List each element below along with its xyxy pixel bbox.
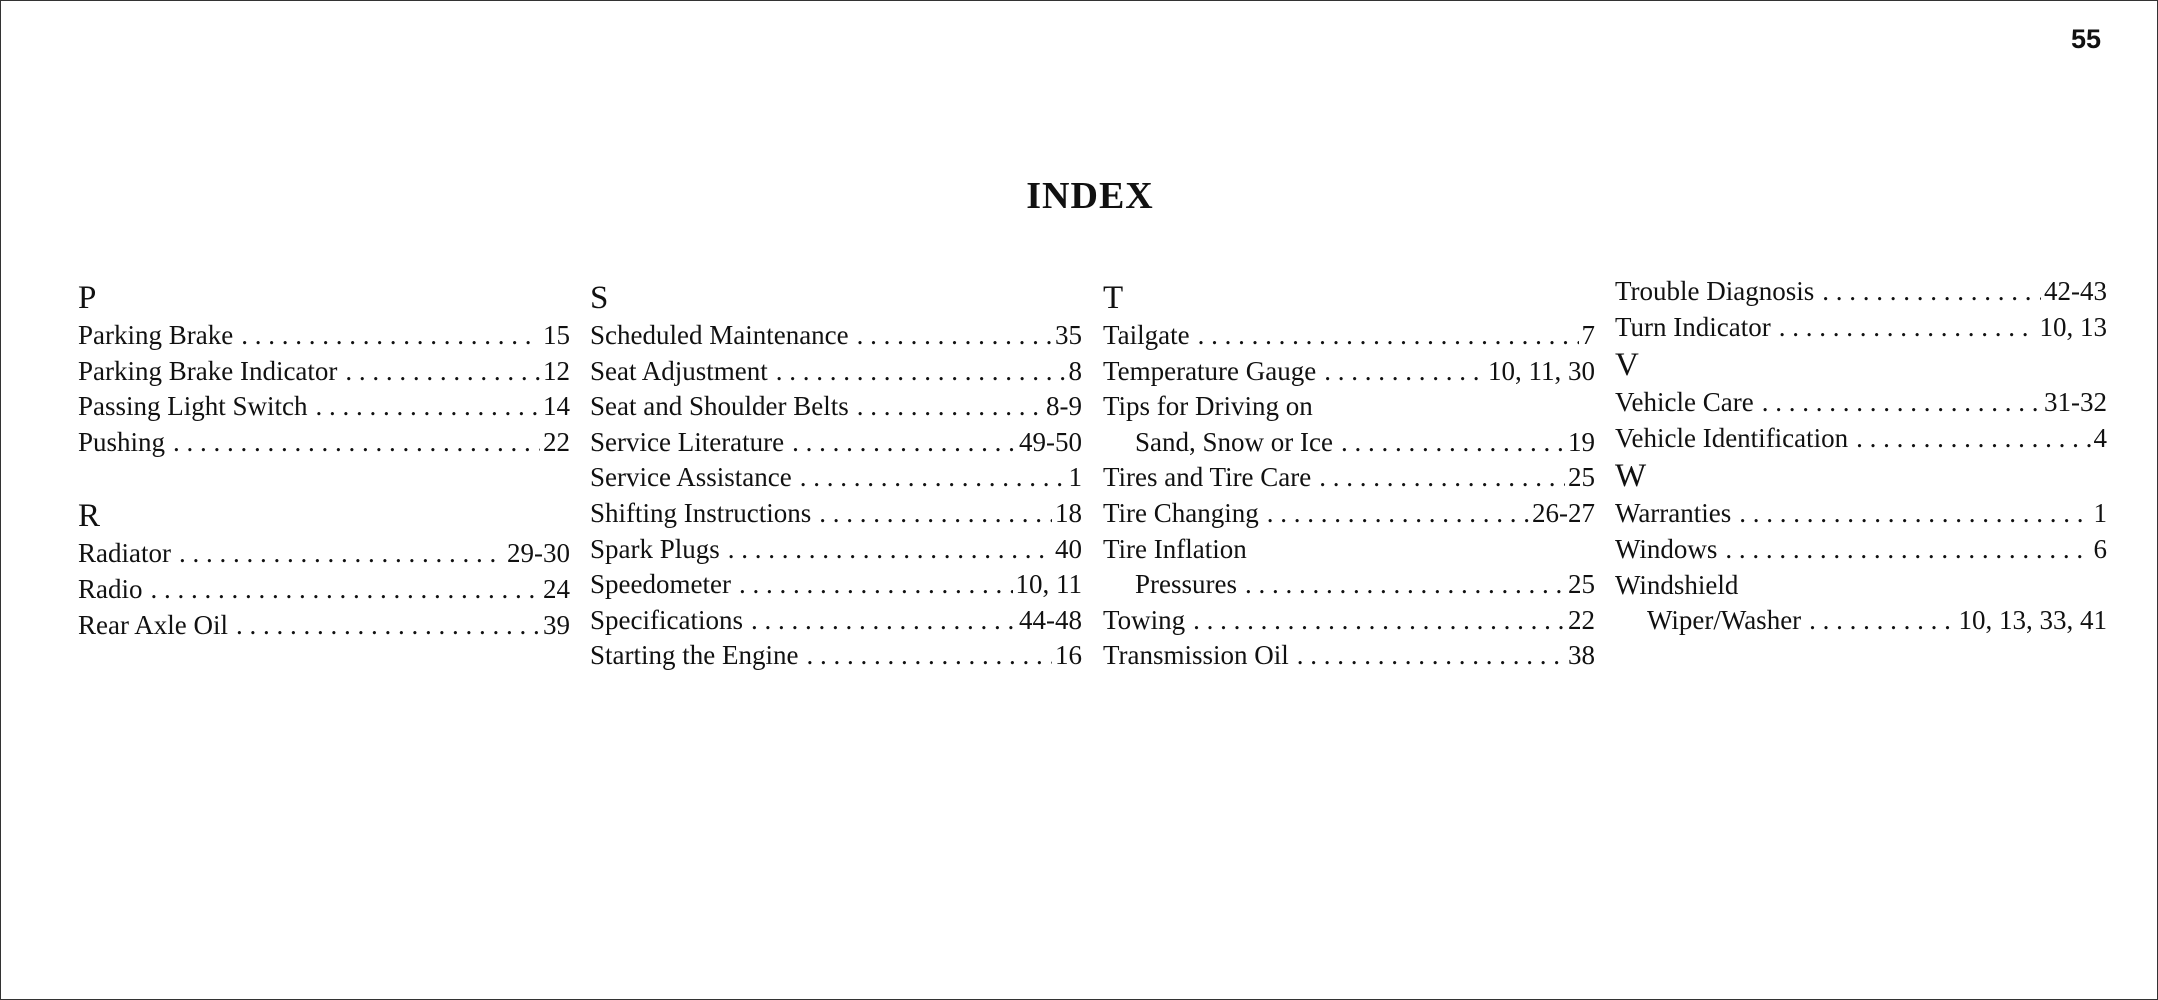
section-letter: R [78,498,101,535]
entry-term: Scheduled Maintenance [590,320,849,350]
dot-leader [316,389,540,425]
index-entry [590,318,1082,354]
index-entry [590,425,1082,461]
entry-term: Service Literature [590,426,785,457]
entry-term: Transmission Oil [1103,640,1289,671]
entry-term: Towing [1103,604,1186,635]
section-letter: P [78,280,97,316]
dot-leader [776,354,1066,390]
entry-term: Parking Brake [78,320,234,350]
index-entry [1615,532,2107,568]
dot-leader [728,532,1052,568]
dot-leader [792,425,1016,461]
entry-pages: 15 [543,320,570,350]
entry-pages: 8-9 [1046,391,1082,422]
entry-term: Warranties [1615,498,1732,529]
dot-leader [1198,318,1579,354]
dot-leader [1267,496,1529,532]
index-entry [1615,496,2107,532]
index-entry [1615,274,2107,310]
entry-pages: 19 [1568,426,1595,457]
entry-pages: 16 [1055,640,1082,671]
dot-leader [1324,354,1485,390]
entry-term: Trouble Diagnosis [1615,276,1815,306]
entry-pages: 25 [1568,462,1595,493]
entry-term: Vehicle Identification [1615,422,1849,453]
entry-pages: 8 [1068,355,1082,386]
dot-leader [1856,421,2090,457]
dot-leader [819,496,1052,532]
dot-leader [800,460,1066,496]
section-spacer [78,460,570,496]
entry-term: Starting the Engine [590,640,799,671]
dot-leader [1809,603,1955,639]
entry-term: Tire Changing [1103,497,1259,528]
entry-term: Windows [1615,533,1718,564]
index-entry [1103,638,1595,674]
entry-term: Radio [78,573,143,604]
entry-pages: 10, 11 [1015,569,1082,600]
entry-pages: 26-27 [1532,497,1595,528]
page-number: 55 [2070,24,2101,54]
entry-pages: 25 [1568,569,1595,600]
dot-leader [1341,425,1565,461]
entry-pages: 1 [1068,462,1082,493]
entry-term: Service Assistance [590,462,792,493]
section-letter: S [590,280,609,316]
section-letter: T [1103,280,1124,316]
index-entry [1103,496,1595,532]
entry-term: Windshield [1615,569,1739,600]
dot-leader [1319,460,1565,496]
dot-leader [857,318,1052,354]
entry-term: Tailgate [1103,320,1190,350]
index-entry [1103,460,1595,496]
index-entry [590,567,1082,603]
entry-term: Seat Adjustment [590,355,768,386]
dot-leader [1245,567,1565,603]
index-entry [1103,354,1595,390]
entry-pages: 31-32 [2044,387,2107,418]
index-entry [78,389,570,425]
index-entry [1615,603,2107,639]
entry-pages: 42-43 [2044,276,2107,306]
index-entry [78,318,570,354]
index-entry [590,460,1082,496]
dot-leader [345,354,540,390]
index-entry [1103,567,1595,603]
dot-leader [1779,310,2037,346]
index-entry [590,354,1082,390]
entry-pages: 12 [543,355,570,386]
index-entry [590,496,1082,532]
index-entry [1103,603,1595,639]
entry-term: Wiper/Washer [1647,605,1802,636]
dot-leader [751,603,1016,639]
entry-pages: 14 [543,391,570,422]
entry-pages: 7 [1581,320,1595,350]
entry-term: Rear Axle Oil [78,609,228,640]
index-entry [78,536,570,572]
dot-leader [241,318,540,354]
entry-pages: 39 [543,609,570,640]
index-entry [590,603,1082,639]
index-entry [1615,385,2107,421]
entry-pages: 24 [543,573,570,604]
section-letter: V [1615,347,1639,384]
index-entry [590,389,1082,425]
dot-leader [1193,603,1565,639]
index-column-1 [78,278,570,643]
index-entry [78,425,570,461]
entry-pages: 40 [1055,533,1082,564]
entry-term: Turn Indicator [1615,311,1771,342]
dot-leader [1297,638,1565,674]
entry-term: Parking Brake Indicator [78,355,338,386]
entry-term: Spark Plugs [590,533,720,564]
index-title: INDEX [1026,175,1154,217]
entry-pages: 38 [1568,640,1595,671]
entry-pages: 49-50 [1019,426,1082,457]
dot-leader [1739,496,2090,532]
dot-leader [1822,274,2041,310]
entry-pages: 10, 11, 30 [1488,355,1595,386]
entry-term: Sand, Snow or Ice [1135,426,1333,457]
dot-leader [179,536,504,572]
index-column-2 [590,278,1082,674]
entry-pages: 18 [1055,497,1082,528]
entry-term: Seat and Shoulder Belts [590,391,849,422]
entry-pages: 35 [1055,320,1082,350]
dot-leader [739,567,1013,603]
section-letter: W [1615,458,1647,495]
index-entry [1615,310,2107,346]
index-entry [1103,425,1595,461]
index-entry [1615,568,2107,604]
entry-term: Vehicle Care [1615,387,1754,418]
entry-term: Tips for Driving on [1103,391,1313,422]
index-entry [590,532,1082,568]
entry-pages: 10, 13, 33, 41 [1958,605,2107,636]
entry-term: Pushing [78,426,166,457]
dot-leader [173,425,540,461]
entry-pages: 1 [2093,498,2107,529]
index-entry [590,638,1082,674]
index-entry [1103,318,1595,354]
index-entry [1103,389,1595,425]
dot-leader [857,389,1043,425]
entry-pages: 4 [2093,422,2107,453]
entry-term: Shifting Instructions [590,497,812,528]
index-column-3 [1103,278,1595,674]
dot-leader [806,638,1052,674]
entry-pages: 22 [1568,604,1595,635]
dot-leader [236,608,540,644]
entry-term: Passing Light Switch [78,391,308,422]
entry-term: Radiator [78,538,171,569]
index-entry [78,608,570,644]
entry-pages: 22 [543,426,570,457]
entry-pages: 10, 13 [2039,311,2107,342]
entry-term: Tires and Tire Care [1103,462,1312,493]
entry-term: Tire Inflation [1103,533,1247,564]
entry-term: Specifications [590,604,743,635]
index-entry [1103,532,1595,568]
index-entry [78,354,570,390]
entry-term: Pressures [1135,569,1237,600]
dot-leader [1725,532,2090,568]
index-column-4 [1615,274,2107,639]
entry-pages: 6 [2093,533,2107,564]
entry-term: Temperature Gauge [1103,355,1317,386]
dot-leader [1762,385,2041,421]
dot-leader [151,572,541,608]
entry-pages: 29-30 [507,538,570,569]
index-entry [78,572,570,608]
entry-term: Speedometer [590,569,731,600]
entry-pages: 44-48 [1019,604,1082,635]
index-entry [1615,421,2107,457]
